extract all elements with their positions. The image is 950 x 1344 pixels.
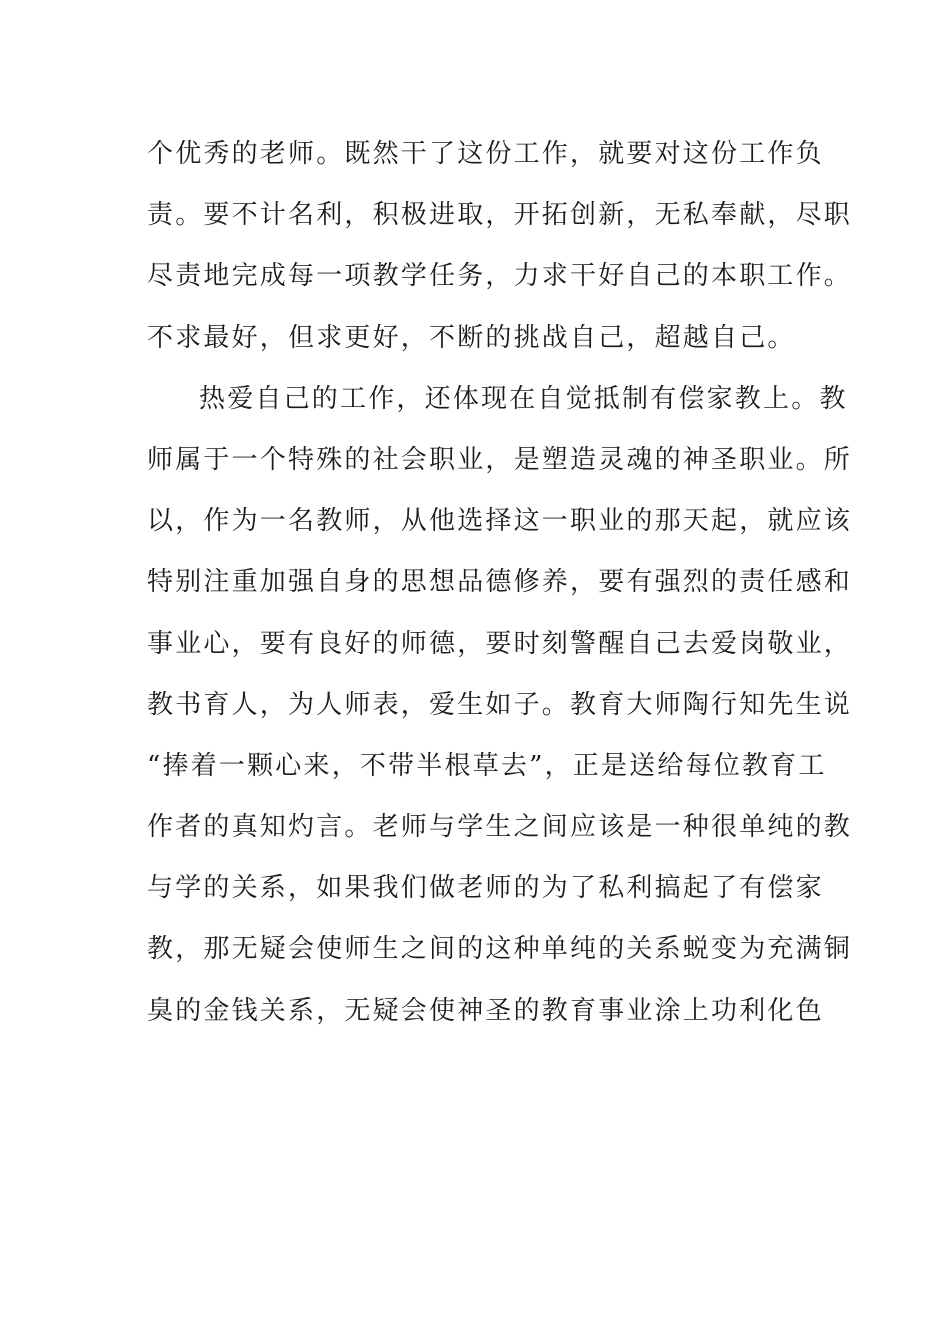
paragraph-start-line: 热爱自己的工作，还体现在自觉抵制有偿家教上。教	[199, 383, 848, 414]
text-line: “捧着一颗心来，不带半根草去”，正是送给每位教育工	[147, 750, 827, 781]
text-line: 教书育人，为人师表，爱生如子。教育大师陶行知先生说	[147, 689, 853, 720]
text-line: 事业心，要有良好的师德，要时刻警醒自己去爱岗敬业，	[147, 628, 853, 659]
text-line: 作者的真知灼言。老师与学生之间应该是一种很单纯的教	[147, 812, 853, 843]
text-line: 教，那无疑会使师生之间的这种单纯的关系蜕变为充满铜	[147, 934, 853, 965]
text-line: 以，作为一名教师，从他选择这一职业的那天起，就应该	[147, 506, 853, 537]
text-line: 个优秀的老师。既然干了这份工作，就要对这份工作负	[147, 139, 824, 169]
text-line: 师属于一个特殊的社会职业，是塑造灵魂的神圣职业。所	[147, 444, 853, 475]
text-line: 臭的金钱关系，无疑会使神圣的教育事业涂上功利化色	[147, 995, 824, 1026]
text-line: 不求最好，但求更好，不断的挑战自己，超越自己。	[147, 322, 796, 353]
text-line: 特别注重加强自身的思想品德修养，要有强烈的责任感和	[147, 567, 853, 598]
text-line: 尽责地完成每一项教学任务，力求干好自己的本职工作。	[147, 261, 853, 292]
text-line: 与学的关系，如果我们做老师的为了私利搞起了有偿家	[147, 873, 824, 904]
body-text	[147, 128, 853, 1046]
text-line: 责。要不计名利，积极进取，开拓创新，无私奉献，尽职	[147, 200, 853, 231]
